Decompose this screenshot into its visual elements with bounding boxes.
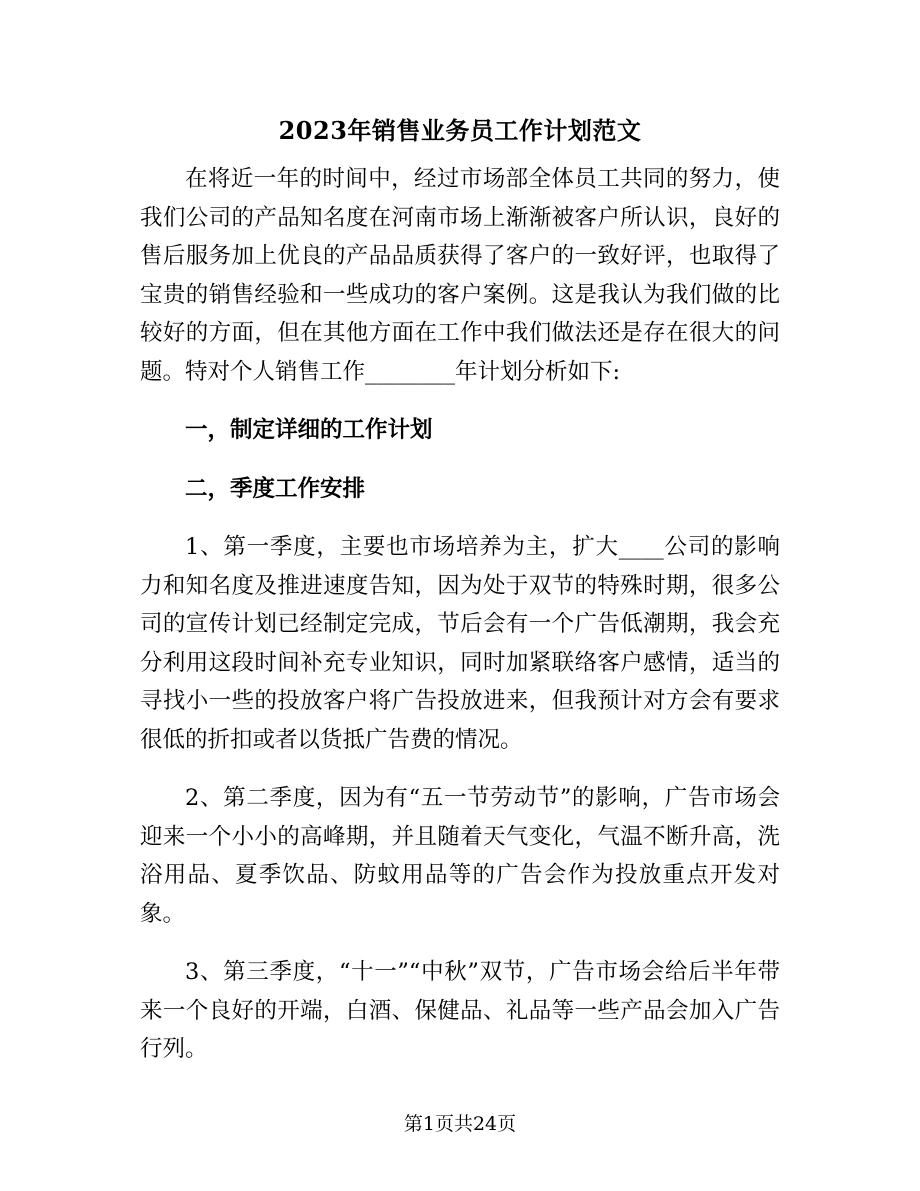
quarter-3-paragraph: 3、第三季度，“十一”“中秋”双节，广告市场会给后半年带来一个良好的开端，白酒、保健品、礼品等一些产品会加入广告行列。 (140, 959, 780, 1062)
quarter-2-paragraph: 2、第二季度，因为有“五一节劳动节”的影响，广告市场会迎来一个小小的高峰期，并且随着天气变化，气温不断升高，洗浴用品、夏季饮品、防蚊用品等的广告会作为投放重点开发对象。 (140, 785, 780, 927)
document-body (140, 160, 780, 1089)
section-heading-2: 二，季度工作安排 (185, 475, 366, 502)
document-title: 2023年销售业务员工作计划范文 (278, 116, 642, 145)
page-number: 第1页共24页 (403, 1113, 517, 1135)
quarter-1-paragraph: 1、第一季度，主要也市场培养为主，扩大____公司的影响力和知名度及推进速度告知，因为处于双节的特殊时期，很多公司的宣传计划已经制定完成，节后会有一个广告低潮期，我会充分利用这段时间补充专业知识，同时加紧联络客户感情，适当的寻找小一些的投放客户将广告投放进来，但我预计对方会有要求很低的折扣或者以货抵广告费的情况。 (140, 534, 780, 753)
section-heading-1: 一，制定详细的工作计划 (185, 417, 433, 443)
intro-paragraph: 在将近一年的时间中，经过市场部全体员工共同的努力，使我们公司的产品知名度在河南市场上渐渐被客户所认识，良好的售后服务加上优良的产品品质获得了客户的一致好评，也取得了宝贵的销售经验和一些成功的客户案例。这是我认为我们做的比较好的方面，但在其他方面在工作中我们做法还是存在很大的问题。特对个人销售工作________年计划分析如下: (140, 166, 780, 385)
